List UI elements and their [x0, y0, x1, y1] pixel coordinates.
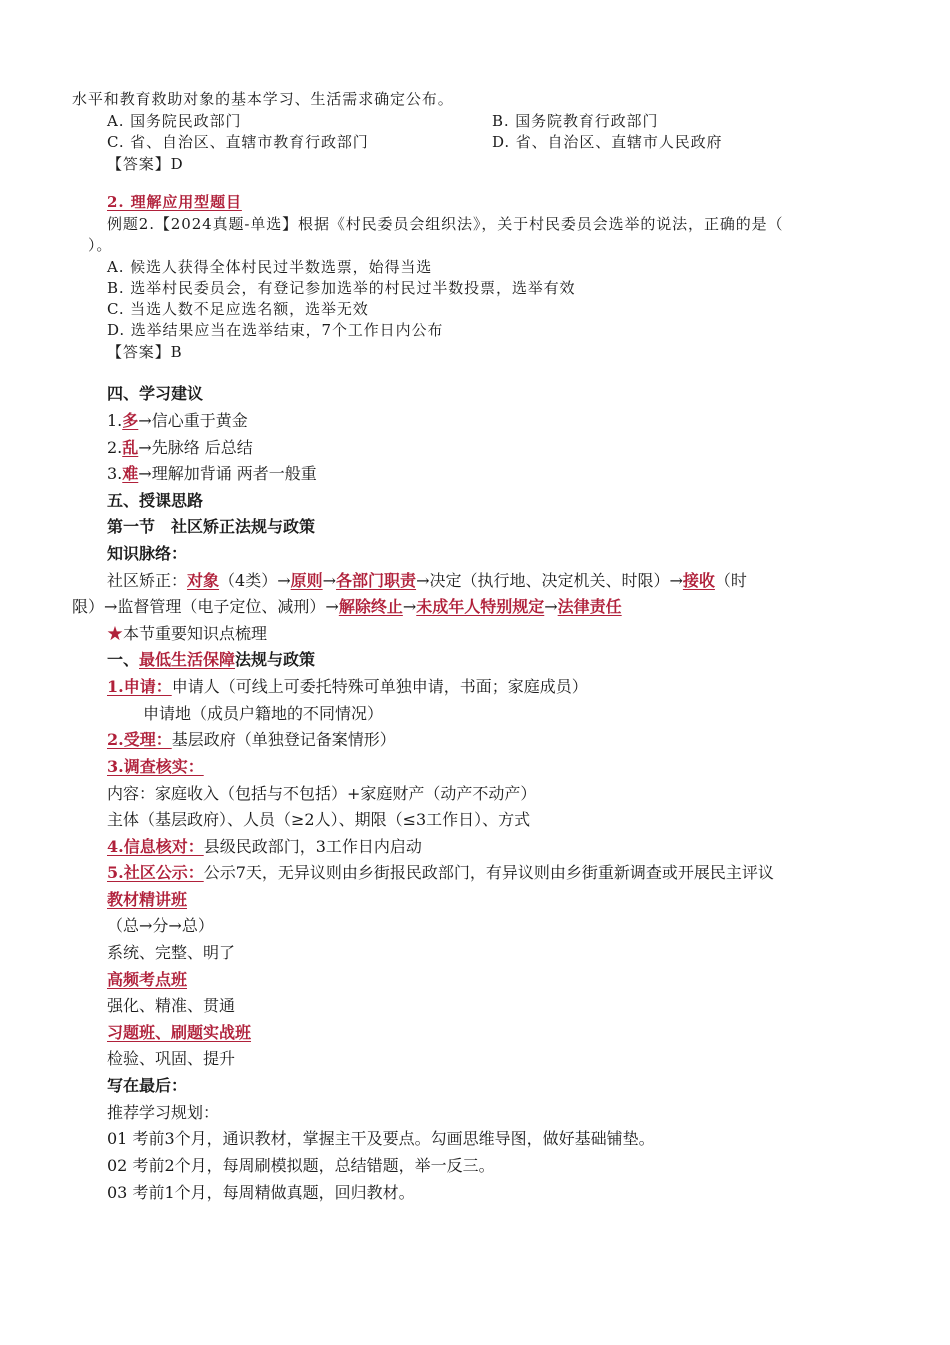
- step-label: 4.信息核对：: [107, 837, 204, 856]
- plan-item: 03 考前1个月，每周精做真题，回归教材。: [107, 1183, 415, 1202]
- closing-intro: 推荐学习规划：: [107, 1103, 220, 1122]
- step-label: 3.调查核实：: [107, 757, 204, 776]
- flow-key: 法律责任: [557, 597, 622, 616]
- step-label: 2.受理：: [107, 730, 172, 749]
- question-tail: 水平和教育救助对象的基本学习、生活需求确定公布。: [72, 90, 454, 108]
- option-a: A. 国务院民政部门: [107, 112, 242, 130]
- flow-key: 接收: [682, 571, 715, 590]
- section-heading: 2. 理解应用型题目: [107, 193, 242, 211]
- option-b: B. 选举村民委员会，有登记参加选举的村民过半数投票，选举有效: [107, 279, 576, 297]
- topic-suffix: 法规与政策: [235, 650, 316, 669]
- plan-item: 01 考前3个月，通识教材，掌握主干及要点。勾画思维导图，做好基础铺垫。: [107, 1129, 655, 1148]
- flow-key: 原则: [290, 571, 323, 590]
- key-points-line: [107, 626, 267, 642]
- class-desc: 系统、完整、明了: [107, 943, 236, 962]
- option-c: C. 当选人数不足应选名额，选举无效: [107, 300, 369, 318]
- advice-text: →信心重于黄金: [138, 411, 248, 430]
- step-apply: [107, 679, 588, 695]
- step-investigate: [107, 759, 204, 775]
- option-c: C. 省、自治区、直辖市教育行政部门: [107, 133, 369, 151]
- flow-text: （时: [714, 571, 747, 590]
- answer: 【答案】B: [107, 343, 183, 361]
- advice-item: [107, 440, 253, 456]
- plan-item: 02 考前2个月，每周刷模拟题，总结错题，举一反三。: [107, 1156, 495, 1175]
- class-desc: 强化、精准、贯通: [107, 996, 236, 1015]
- step-label: 5.社区公示：: [107, 863, 204, 882]
- class-name: 教材精讲班: [107, 890, 188, 909]
- flow-text: →: [544, 597, 558, 616]
- advice-key: 多: [122, 411, 139, 430]
- advice-text: →理解加背诵 两者一般重: [138, 464, 317, 483]
- flow-text: →: [322, 571, 337, 590]
- option-b: B. 国务院教育行政部门: [492, 112, 659, 130]
- flow-text: 限）→监督管理（电子定位、减刑）→: [72, 597, 339, 616]
- flow-text: （4类）→: [219, 571, 291, 590]
- flow-prefix: 社区矫正：: [107, 571, 188, 590]
- flow-key: 解除终止: [338, 597, 403, 616]
- question-stem-cont: ）。: [88, 236, 113, 254]
- advice-key: 乱: [122, 438, 139, 457]
- topic-prefix: 一、: [107, 650, 140, 669]
- advice-num: 1.: [107, 411, 123, 430]
- advice-num: 2.: [107, 438, 123, 457]
- step-text: 县级民政部门，3工作日内启动: [203, 837, 422, 856]
- step-label: 1.申请：: [107, 677, 172, 696]
- step-accept: [107, 732, 396, 748]
- class-desc: （总→分→总）: [107, 916, 214, 935]
- class-name: 习题班、刷题实战班: [107, 1023, 252, 1042]
- step-investigate-subject: 主体（基层政府）、人员（≥2人）、期限（≤3工作日）、方式: [107, 810, 531, 829]
- closing-heading: 写在最后：: [107, 1076, 188, 1095]
- section-title: 第一节 社区矫正法规与政策: [107, 517, 316, 536]
- advice-text: →先脉络 后总结: [138, 438, 253, 457]
- topic-key: 最低生活保障: [139, 650, 236, 669]
- knowledge-map-label: 知识脉络：: [107, 544, 188, 563]
- key-points-text: 本节重要知识点梳理: [123, 624, 268, 643]
- advice-item: [107, 413, 248, 429]
- flow-text: →: [402, 597, 417, 616]
- flow-key: 对象: [187, 571, 220, 590]
- class-name: 高频考点班: [107, 970, 188, 989]
- step-apply-cont: 申请地（成员户籍地的不同情况）: [143, 704, 384, 723]
- step-publicize: [107, 865, 774, 881]
- step-investigate-content: 内容：家庭收入（包括与不包括）+家庭财产（动产不动产）: [107, 784, 537, 803]
- step-text: 基层政府（单独登记备案情形）: [171, 730, 396, 749]
- answer: 【答案】D: [107, 155, 184, 173]
- flow-key: 各部门职责: [336, 571, 417, 590]
- class-desc: 检验、巩固、提升: [107, 1049, 236, 1068]
- plan-heading: 五、授课思路: [107, 491, 204, 510]
- option-d: D. 省、自治区、直辖市人民政府: [492, 133, 723, 151]
- flow-line-cont: [72, 599, 622, 615]
- advice-item: [107, 466, 317, 482]
- step-text: 申请人（可线上可委托特殊可单独申请，书面；家庭成员）: [171, 677, 588, 696]
- advice-key: 难: [122, 464, 139, 483]
- flow-text: →决定（执行地、决定机关、时限）→: [416, 571, 683, 590]
- step-verify: [107, 839, 422, 855]
- star-icon: ★: [107, 624, 124, 643]
- option-a: A. 候选人获得全体村民过半数选票，始得当选: [107, 258, 433, 276]
- flow-line: [107, 573, 747, 589]
- option-d: D. 选举结果应当在选举结束，7个工作日内公布: [107, 321, 444, 339]
- advice-num: 3.: [107, 464, 123, 483]
- flow-key: 未成年人特别规定: [416, 597, 545, 616]
- topic-heading: [107, 652, 315, 668]
- question-stem: 例题2.【2024真题-单选】根据《村民委员会组织法》，关于村民委员会选举的说法，正确的是（: [107, 215, 784, 233]
- advice-heading: 四、学习建议: [107, 384, 204, 403]
- step-text: 公示7天，无异议则由乡街报民政部门，有异议则由乡街重新调查或开展民主评议: [203, 863, 774, 882]
